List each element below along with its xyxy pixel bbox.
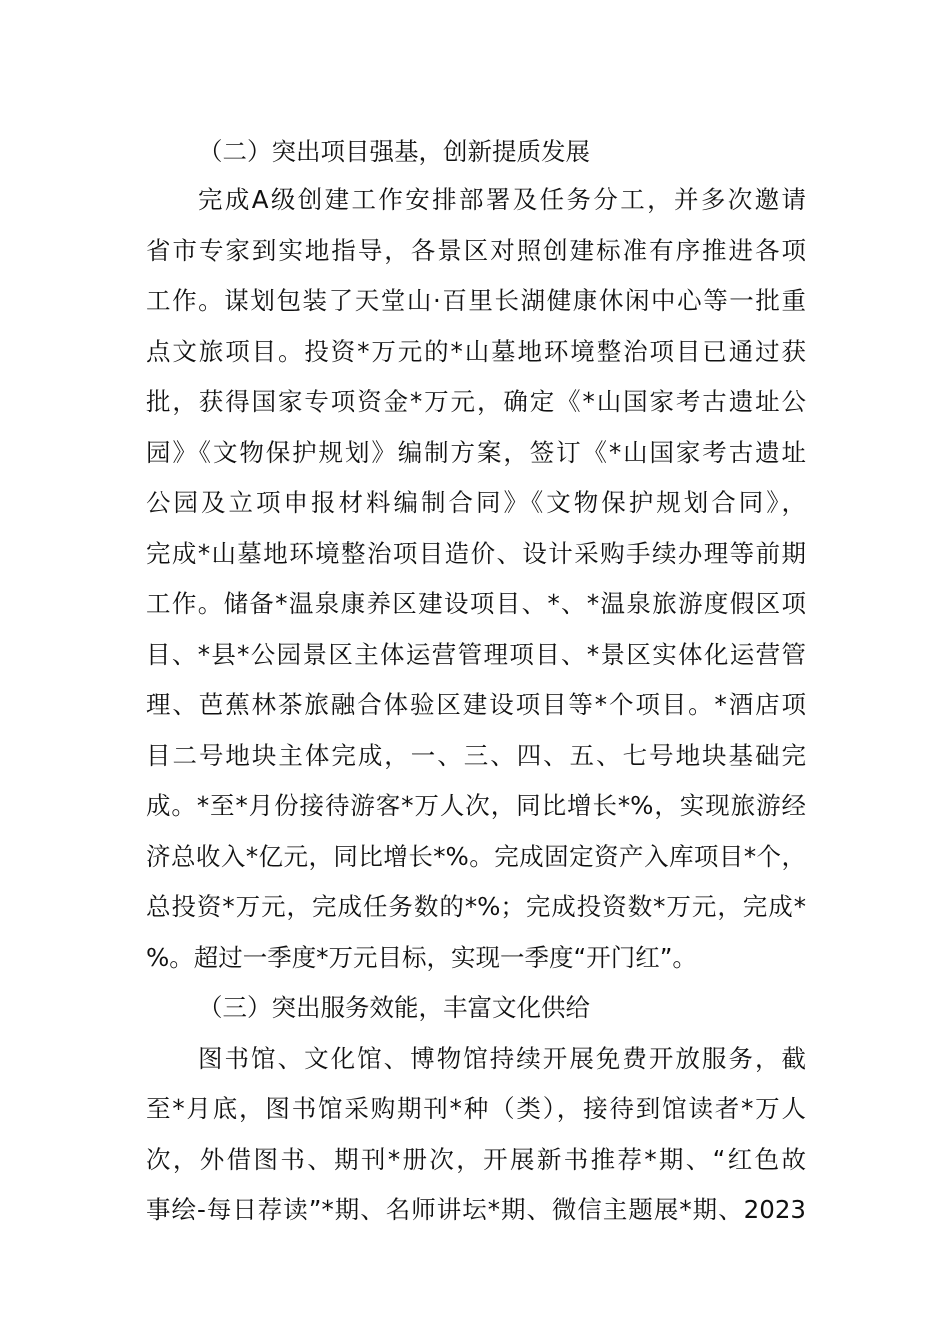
paragraph-line: 园》《文物保护规划》编制方案，签订《*山国家考古遗址 xyxy=(146,438,806,467)
paragraph-line: 济总收入*亿元，同比增长*%。完成固定资产入库项目*个， xyxy=(146,842,806,871)
paragraph-line: 公园及立项申报材料编制合同》《文物保护规划合同》， xyxy=(146,488,806,517)
paragraph-line: 批，获得国家专项资金*万元，确定《*山国家考古遗址公 xyxy=(146,387,806,416)
paragraph-line: 点文旅项目。投资*万元的*山墓地环境整治项目已通过获 xyxy=(146,337,806,366)
paragraph-line: 理、芭蕉林茶旅融合体验区建设项目等*个项目。*酒店项 xyxy=(146,690,806,719)
section-heading-2: （二）突出项目强基，创新提质发展 xyxy=(198,137,590,166)
paragraph-line: 完成A级创建工作安排部署及任务分工，并多次邀请 xyxy=(198,185,806,214)
paragraph-line: 次，外借图书、期刊*册次，开展新书推荐*期、“红色故 xyxy=(146,1145,806,1174)
paragraph-line: %。超过一季度*万元目标，实现一季度“开门红”。 xyxy=(146,943,697,972)
paragraph-line: 工作。谋划包装了天堂山·百里长湖健康休闲中心等一批重 xyxy=(146,286,806,315)
paragraph-line: 至*月底，图书馆采购期刊*种（类），接待到馆读者*万人 xyxy=(146,1094,806,1123)
paragraph-line: 目、*县*公园景区主体运营管理项目、*景区实体化运营管 xyxy=(146,640,806,669)
paragraph-line: 总投资*万元，完成任务数的*%；完成投资数*万元，完成* xyxy=(146,892,806,921)
paragraph-line: 成。*至*月份接待游客*万人次，同比增长*%，实现旅游经 xyxy=(146,791,806,820)
section-heading-3: （三）突出服务效能，丰富文化供给 xyxy=(198,993,590,1022)
paragraph-line: 工作。储备*温泉康养区建设项目、*、*温泉旅游度假区项 xyxy=(146,589,806,618)
paragraph-line: 事绘-每日荐读”*期、名师讲坛*期、微信主题展*期、2023 xyxy=(146,1195,806,1224)
paragraph-line: 图书馆、文化馆、博物馆持续开展免费开放服务，截 xyxy=(198,1044,806,1073)
paragraph-line: 目二号地块主体完成，一、三、四、五、七号地块基础完 xyxy=(146,741,806,770)
paragraph-line: 省市专家到实地指导，各景区对照创建标准有序推进各项 xyxy=(146,236,806,265)
paragraph-line: 完成*山墓地环境整治项目造价、设计采购手续办理等前期 xyxy=(146,539,806,568)
